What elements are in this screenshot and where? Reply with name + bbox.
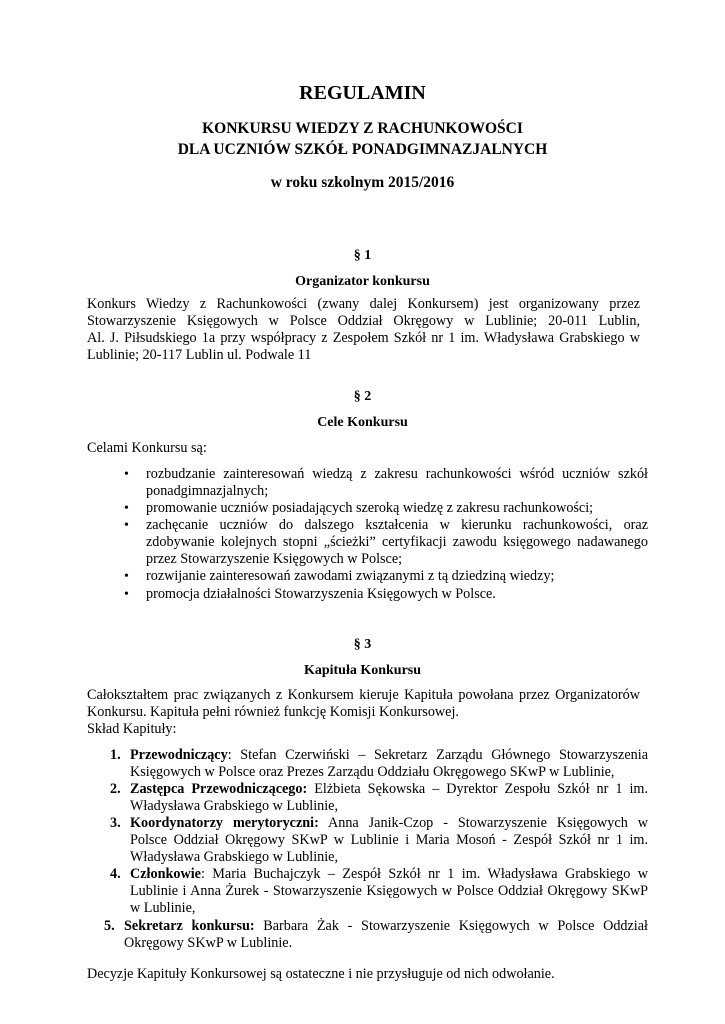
section3-intro-line: Całokształtem prac związanych z Konkursem kieruje Kapituła powołana przez Organizatorów	[87, 687, 640, 703]
member-number: 2.	[110, 781, 121, 797]
member-details: Elżbieta Sękowska – Dyrektor Zespołu Szkół nr 1 im.	[307, 781, 648, 797]
document-subtitle-line1: KONKURSU WIEDZY Z RACHUNKOWOŚCI	[202, 120, 523, 137]
goal-item: rozbudzanie zainteresowań wiedzą z zakresu rachunkowości wśród uczniów szkół	[146, 466, 648, 482]
member-continuation: Władysława Grabskiego w Lublinie,	[130, 798, 339, 814]
document-title: REGULAMIN	[299, 82, 426, 104]
member-entry: Przewodniczący: Stefan Czerwiński – Sekretarz Zarządu Głównego Stowarzyszenia	[130, 747, 648, 763]
member-role: Koordynatorzy merytoryczni:	[130, 815, 319, 831]
section3-heading: Kapituła Konkursu	[303, 663, 422, 678]
bullet-icon: •	[124, 501, 129, 516]
bullet-icon: •	[124, 587, 129, 602]
member-details: Stefan Czerwiński – Sekretarz Zarządu Głównego Stowarzyszenia	[231, 747, 648, 763]
member-role: Członkowie	[130, 866, 201, 882]
section3-intro-line: Konkursu. Kapituła pełni również funkcję Komisji Konkursowej.	[87, 704, 459, 720]
goal-item: zachęcanie uczniów do dalszego kształcenia w kierunku rachunkowości, oraz	[146, 517, 648, 533]
goal-item-continuation: ponadgimnazjalnych;	[146, 483, 269, 499]
section1-heading: Organizator konkursu	[295, 274, 430, 289]
member-number: 5.	[104, 918, 115, 934]
section3-intro-line: Skład Kapituły:	[87, 721, 177, 737]
member-entry	[130, 781, 648, 798]
member-details: Maria Buchajczyk – Zespół Szkół nr 1 im. Władysława Grabskiego w	[204, 866, 648, 882]
section1-line: Al. J. Piłsudskiego 1a przy współpracy z Zespołem Szkół nr 1 im. Władysława Grabskiego w	[87, 330, 640, 346]
member-role: Zastępca Przewodniczącego:	[130, 781, 308, 797]
section1-line: Konkurs Wiedzy z Rachunkowości (zwany dalej Konkursem) jest organizowany przez	[87, 296, 640, 312]
goal-item-continuation: przez Stowarzyszenie Księgowych w Polsce;	[146, 551, 403, 567]
member-number: 1.	[110, 747, 121, 763]
section2-number: § 2	[353, 389, 372, 404]
section1-number: § 1	[353, 248, 372, 263]
member-number: 3.	[110, 815, 121, 831]
member-details: Anna Janik-Czop - Stowarzyszenie Księgowych w	[318, 815, 648, 831]
member-continuation: Polsce Oddział Okręgowy SKwP w Lublinie i Maria Mosoń - Zespół Szkół nr 1 im.	[130, 832, 648, 848]
member-continuation: w Lublinie,	[130, 900, 196, 916]
goal-item: promocja działalności Stowarzyszenia Księgowych w Polsce.	[146, 586, 496, 602]
member-role: Przewodniczący	[130, 747, 228, 763]
member-continuation: Okręgowy SKwP w Lublinie.	[124, 935, 293, 951]
bullet-icon: •	[124, 467, 129, 482]
goal-item: rozwijanie zainteresowań zawodami związanymi z tą dziedziną wiedzy;	[146, 568, 555, 584]
goal-item: promowanie uczniów posiadających szeroką wiedzę z zakresu rachunkowości;	[146, 500, 594, 516]
member-continuation: Księgowych w Polsce oraz Prezes Zarządu Oddziału Okręgowego SKwP w Lublinie,	[130, 764, 615, 780]
section2-heading: Cele Konkursu	[317, 415, 408, 430]
member-details: Barbara Żak - Stowarzyszenie Księgowych w Polsce Oddział	[254, 918, 648, 934]
section1-line: Stowarzyszenie Księgowych w Polsce Oddział Okręgowy w Lublinie; 20-011 Lublin,	[87, 313, 640, 329]
section1-line: Lublinie; 20-117 Lublin ul. Podwale 11	[87, 347, 312, 363]
section2-intro: Celami Konkursu są:	[87, 440, 207, 456]
section3-number: § 3	[353, 637, 372, 652]
member-continuation: Władysława Grabskiego w Lublinie,	[130, 849, 339, 865]
bullet-icon: •	[124, 569, 129, 584]
member-entry	[124, 918, 648, 935]
document-subtitle-line2: DLA UCZNIÓW SZKÓŁ PONADGIMNAZJALNYCH	[177, 141, 548, 158]
member-continuation: Lublinie i Anna Żurek - Stowarzyszenie Księgowych w Polsce Oddział Okręgowy SKwP	[130, 883, 648, 899]
bullet-icon: •	[124, 518, 129, 533]
school-year: w roku szkolnym 2015/2016	[270, 174, 455, 191]
member-entry	[130, 815, 648, 832]
member-number: 4.	[110, 866, 121, 882]
closing-statement: Decyzje Kapituły Konkursowej są ostateczne i nie przysługuje od nich odwołanie.	[87, 966, 555, 982]
goal-item-continuation: zdobywanie kolejnych stopni „ścieżki” certyfikacji zawodu księgowego nadawanego	[146, 534, 648, 550]
member-entry: Członkowie: Maria Buchajczyk – Zespół Szkół nr 1 im. Władysława Grabskiego w	[130, 866, 648, 882]
member-role: Sekretarz konkursu:	[124, 918, 255, 934]
